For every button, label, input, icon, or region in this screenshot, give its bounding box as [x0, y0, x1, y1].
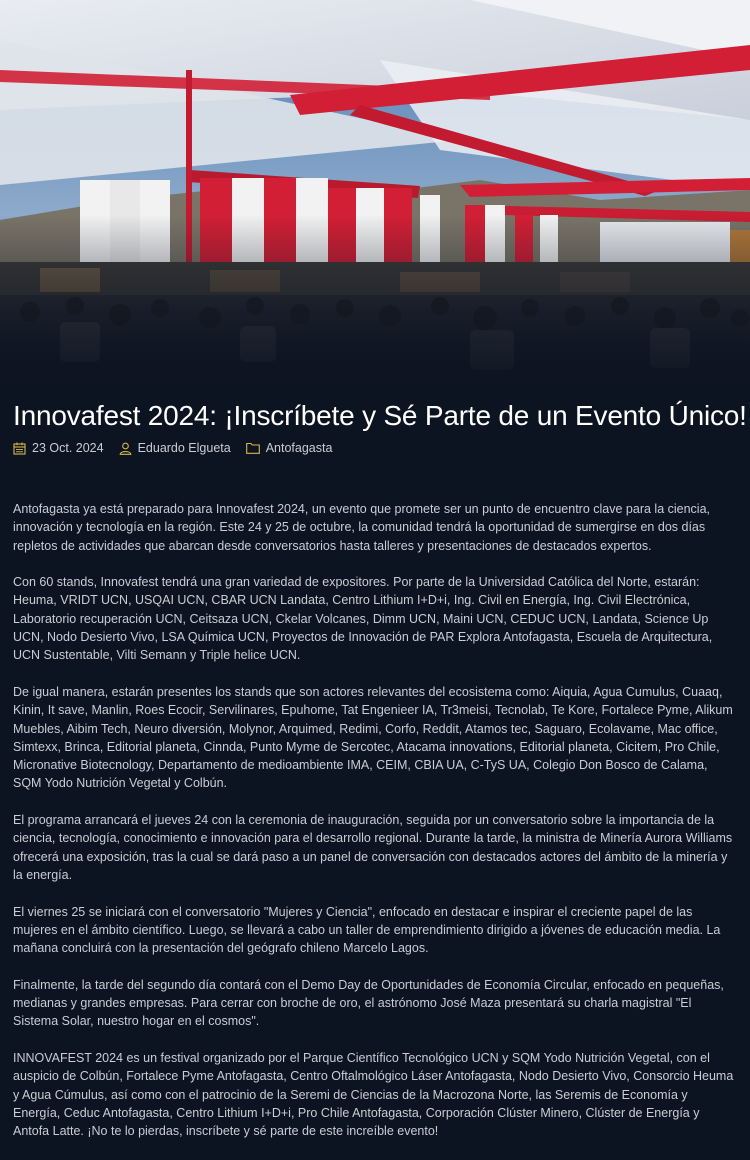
article-paragraph: INNOVAFEST 2024 es un festival organizado por el Parque Científico Tecnológico UCN y SQM Yodo Nutrición Vegetal, con el auspicio de Colbún, Fortalece Pyme Antofagasta, Centro Oftalmológico Láser Antofagasta, Nodo Desierto Vivo, Consorcio Heuma y Agua Cúmulus, así como con el patrocinio de la Seremi de Ciencias de la Macrozona Norte, las Seremis de Economía y Energía, Ceduc Antofagasta, Centro Lithium I+D+i, Pro Chile Antofagasta, Corporación Clúster Minero, Clúster de Energía y Antofa Latte. ¡No te lo pierdas, inscríbete y sé parte de este increíble evento! [13, 1050, 734, 1139]
hero-fade-overlay [0, 0, 750, 390]
user-icon [119, 442, 138, 455]
meta-category[interactable] [246, 441, 333, 455]
meta-category-link[interactable]: Antofagasta [265, 441, 333, 455]
article-paragraph: Antofagasta ya está preparado para Innovafest 2024, un evento que promete ser un punto de encuentro clave para la ciencia, innovación y tecnología en la región. Este 24 y 25 de octubre, la comunidad tendrá la oportunidad de sumergirse en dos días repletos de actividades que abarcan desde conversatorios hasta talleres y presentaciones de destacados expertos. [13, 502, 711, 553]
article-meta [13, 438, 735, 458]
article [13, 396, 747, 1159]
meta-author[interactable] [119, 441, 231, 455]
article-paragraph: El viernes 25 se iniciará con el conversatorio "Mujeres y Ciencia", enfocado en destacar e inspirar el creciente papel de las mujeres en el ámbito científico. Luego, se llevará a cabo un taller de emprendimiento dirigido a jóvenes de educación media. La mañana concluirá con la presentación del geógrafo chileno Marcelo Lagos. [13, 904, 721, 956]
article-paragraph: Finalmente, la tarde del segundo día contará con el Demo Day de Oportunidades de Economía Circular, enfocado en pequeñas, medianas y grandes empresas. Para cerrar con broche de oro, el astrónomo José Maza presentará su charla magistral "El Sistema Solar, nuestro hogar en el cosmos". [13, 977, 724, 1029]
calendar-icon [13, 442, 32, 455]
hero-image [0, 0, 750, 390]
meta-author-link[interactable]: Eduardo Elgueta [137, 441, 231, 455]
article-body [13, 500, 735, 1140]
article-paragraph: Con 60 stands, Innovafest tendrá una gran variedad de expositores. Por parte de la Universidad Católica del Norte, estarán: Heuma, VRIDT UCN, USQAI UCN, CBAR UCN Landata, Centro Lithium I+D+i, Ing. Civil en Energía, Ing. Civil Electrónica, Laboratorio recuperación UCN, Ceitsaza UCN, Ckelar Volcanes, Dimm UCN, Maini UCN, CEDUC UCN, Landata, Science Up UCN, Nodo Desierto Vivo, LSA Química UCN, Proyectos de Innovación de PAR Explora Antofagasta, Escuela de Arquitectura, UCN Sustentable, Vilti Semann y Triple helice UCN. [13, 575, 713, 663]
folder-icon [246, 442, 266, 454]
article-title: Innovafest 2024: ¡Inscríbete y Sé Parte de un Evento Único! [13, 400, 747, 431]
meta-date [13, 441, 104, 455]
meta-date-text: 23 Oct. 2024 [32, 441, 104, 455]
article-paragraph: El programa arrancará el jueves 24 con la ceremonia de inauguración, seguida por un conversatorio sobre la importancia de la ciencia, tecnología, conocimiento e innovación para el desarrollo regional. Durante la tarde, la ministra de Minería Aurora Williams ofrecerá una exposición, tras la cual se dará paso a un panel de conversación con destacados actores del ámbito de la minería y la energía. [13, 813, 733, 882]
article-paragraph: De igual manera, estarán presentes los stands que son actores relevantes del ecosistema como: Aiquia, Agua Cumulus, Cuaaq, Kinin, It save, Manlin, Roes Ecocir, Servilinares, Epuhome, Tat Engenieer IA, Tr3meisi, Tecnolab, Te Kore, Fortalece Pyme, Alikum Muebles, Aibim Tech, Neuro diversión, Molynor, Arquimed, Redimi, Corfo, Reddit, Atamos tec, Saguaro, Ecolavame, Mac office, Simtexx, Brinca, Editorial planeta, Cinnda, Punto Myme de Sercotec, Atacama innovations, Editorial planeta, Cicitem, Pro Chile, Micronative Biotecnology, Departamento de medioambiente IMA, CEIM, CBIA UA, C-TyS UA, Colegio Don Bosco de Calama, SQM Yodo Nutrición Vegetal y Colbún. [13, 684, 733, 791]
